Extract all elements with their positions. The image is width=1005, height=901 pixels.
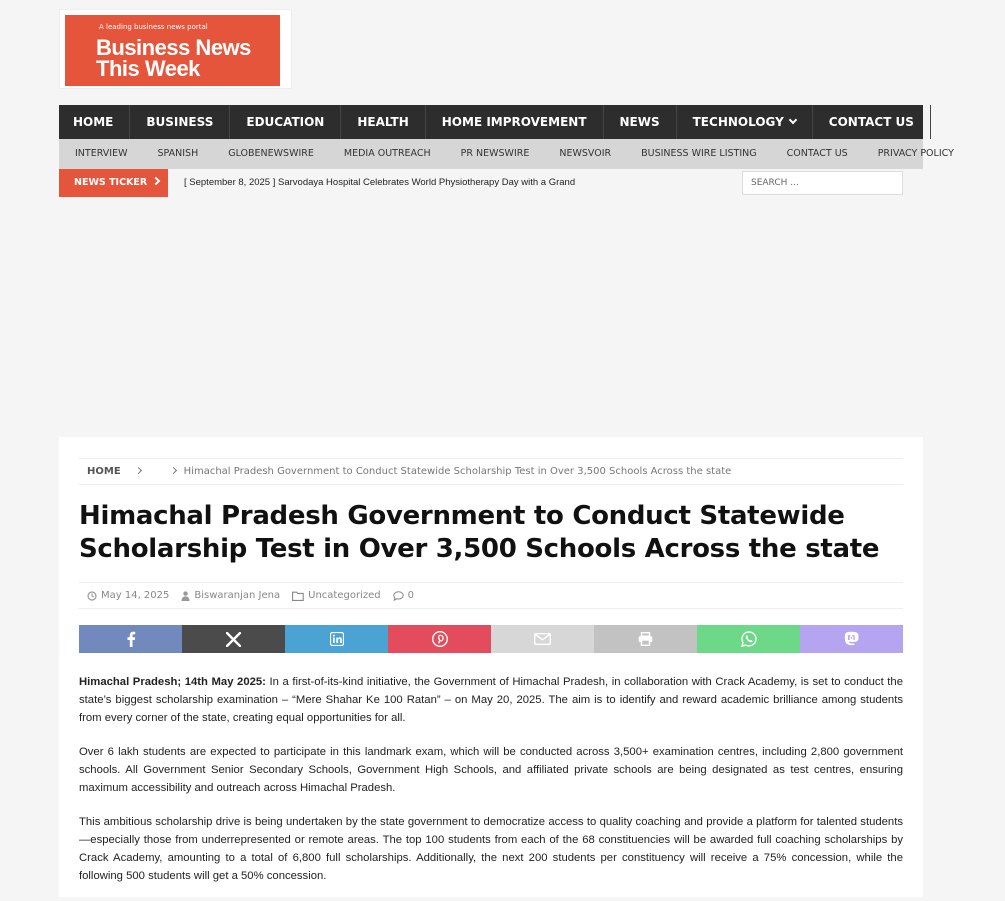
- logo-title-line1: Business News: [96, 35, 251, 60]
- article-meta: [79, 582, 903, 609]
- share-print-button[interactable]: [594, 625, 697, 653]
- logo-title-line2: This Week: [96, 56, 200, 81]
- meta-date: [87, 583, 169, 608]
- meta-category-text: Uncategorized: [308, 590, 381, 601]
- clock-icon: [87, 591, 97, 601]
- nav-item-news[interactable]: NEWS: [604, 105, 677, 139]
- email-icon: [534, 633, 551, 645]
- share-mastodon-button[interactable]: [800, 625, 903, 653]
- chevron-down-icon: [789, 116, 797, 124]
- logo-banner: [65, 15, 280, 86]
- share-whatsapp-button[interactable]: [697, 625, 800, 653]
- facebook-icon: [126, 631, 136, 647]
- chevron-right-icon: [152, 177, 160, 185]
- article-title-line1: Himachal Pradesh Government to Conduct Statewide: [79, 501, 845, 531]
- folder-icon: [292, 591, 304, 601]
- x-icon: [226, 632, 241, 647]
- breadcrumb-home[interactable]: HOME: [87, 466, 121, 477]
- logo-tagline: A leading business news portal: [99, 23, 208, 31]
- article-card: [59, 437, 923, 897]
- meta-comments-count: 0: [407, 590, 414, 601]
- meta-author[interactable]: [181, 583, 280, 608]
- nav-item-education[interactable]: EDUCATION: [230, 105, 341, 139]
- subnav-item-privacy-policy[interactable]: PRIVACY POLICY: [877, 148, 954, 159]
- subnav-item-interview[interactable]: INTERVIEW: [75, 148, 128, 159]
- subnav-item-business-wire-listing[interactable]: BUSINESS WIRE LISTING: [641, 148, 757, 159]
- article-paragraph-2: Over 6 lakh students are expected to participate in this landmark exam, which will be conducted across 3,500+ examination centres, including 2,800 government schools. All Government Senior Secondary Schools, Government High Schools, and affiliated private schools are being designated as test centres, ensuring maximum accessibility and outreach across Himachal Pradesh.: [79, 746, 903, 794]
- share-linkedin-button[interactable]: [285, 625, 388, 653]
- share-x-button[interactable]: [182, 625, 285, 653]
- user-icon: [181, 591, 190, 601]
- chevron-right-icon: [135, 467, 142, 474]
- nav-item-contact-us[interactable]: CONTACT US: [813, 105, 931, 139]
- news-ticker-label-text: NEWS TICKER: [74, 177, 148, 188]
- linkedin-icon: [330, 632, 344, 646]
- breadcrumb-current: Himachal Pradesh Government to Conduct Statewide Scholarship Test in Over 3,500 Schools Across the state: [183, 466, 732, 477]
- meta-author-text: Biswaranjan Jena: [194, 590, 281, 601]
- mastodon-icon: [844, 631, 859, 647]
- logo-title: [96, 37, 251, 79]
- share-email-button[interactable]: [491, 625, 594, 653]
- news-ticker-bar: [59, 169, 923, 197]
- article-paragraph-1-text: In a first-of-its-kind initiative, the Government of Himachal Pradesh, in collaboration with Crack Academy, is set to conduct the state’s biggest scholarship examination – “Mere Shahar Ke 100 Ratan” – on May 20, 2025. The aim is to identify and reward academic brilliance among students from every corner of the state, creating equal opportunities for all.: [79, 676, 903, 724]
- subnav-item-spanish[interactable]: SPANISH: [157, 148, 199, 159]
- subnav-item-media-outreach[interactable]: MEDIA OUTREACH: [343, 148, 431, 159]
- site-logo[interactable]: [59, 9, 292, 89]
- article-lead: Himachal Pradesh; 14th May 2025:: [79, 676, 266, 688]
- pinterest-icon: [432, 631, 448, 647]
- news-ticker-headline[interactable]: [ September 8, 2025 ] Sarvodaya Hospital Celebrates World Physiotherapy Day with a Grand: [184, 177, 576, 188]
- share-facebook-button[interactable]: [79, 625, 182, 653]
- breadcrumb: [79, 458, 903, 485]
- nav-item-home-improvement[interactable]: HOME IMPROVEMENT: [426, 105, 604, 139]
- subnav-item-globenewswire[interactable]: GLOBENEWSWIRE: [228, 148, 314, 159]
- main-nav: [59, 105, 923, 139]
- subnav-item-contact-us[interactable]: CONTACT US: [786, 148, 848, 159]
- secondary-nav: [59, 139, 954, 169]
- share-pinterest-button[interactable]: [388, 625, 491, 653]
- nav-item-business[interactable]: BUSINESS: [130, 105, 230, 139]
- whatsapp-icon: [741, 631, 757, 647]
- article-body: [79, 673, 903, 901]
- nav-item-technology[interactable]: [677, 105, 813, 139]
- nav-item-technology-label: TECHNOLOGY: [692, 115, 784, 129]
- article-title-line2: Scholarship Test in Over 3,500 Schools Across the state: [79, 534, 880, 564]
- news-ticker-label: [59, 169, 168, 197]
- subnav-item-newsvoir[interactable]: NEWSVOIR: [559, 148, 612, 159]
- print-icon: [638, 632, 653, 646]
- search-input[interactable]: SEARCH ...: [742, 171, 903, 195]
- article-paragraph-1: [79, 673, 903, 727]
- meta-comments[interactable]: [393, 583, 414, 608]
- nav-item-home[interactable]: HOME: [59, 105, 130, 139]
- chevron-right-icon: [170, 467, 177, 474]
- nav-item-health[interactable]: HEALTH: [341, 105, 425, 139]
- meta-date-text: May 14, 2025: [101, 590, 170, 601]
- subnav-item-pr-newswire[interactable]: PR NEWSWIRE: [460, 148, 530, 159]
- article-title: [79, 500, 903, 566]
- share-bar: [79, 625, 903, 653]
- comment-icon: [393, 591, 404, 601]
- meta-category[interactable]: [292, 583, 380, 608]
- article-paragraph-3: This ambitious scholarship drive is being undertaken by the state government to democratize access to quality coaching and provide a platform for talented students—especially those from underrepresented or remote areas. The top 100 students from each of the 68 constituencies will be awarded full coaching scholarships by Crack Academy, amounting to a total of 6,800 full scholarships. Additionally, the next 200 students per constituency will receive a 75% concession, while the following 500 students will get a 50% concession.: [79, 816, 903, 882]
